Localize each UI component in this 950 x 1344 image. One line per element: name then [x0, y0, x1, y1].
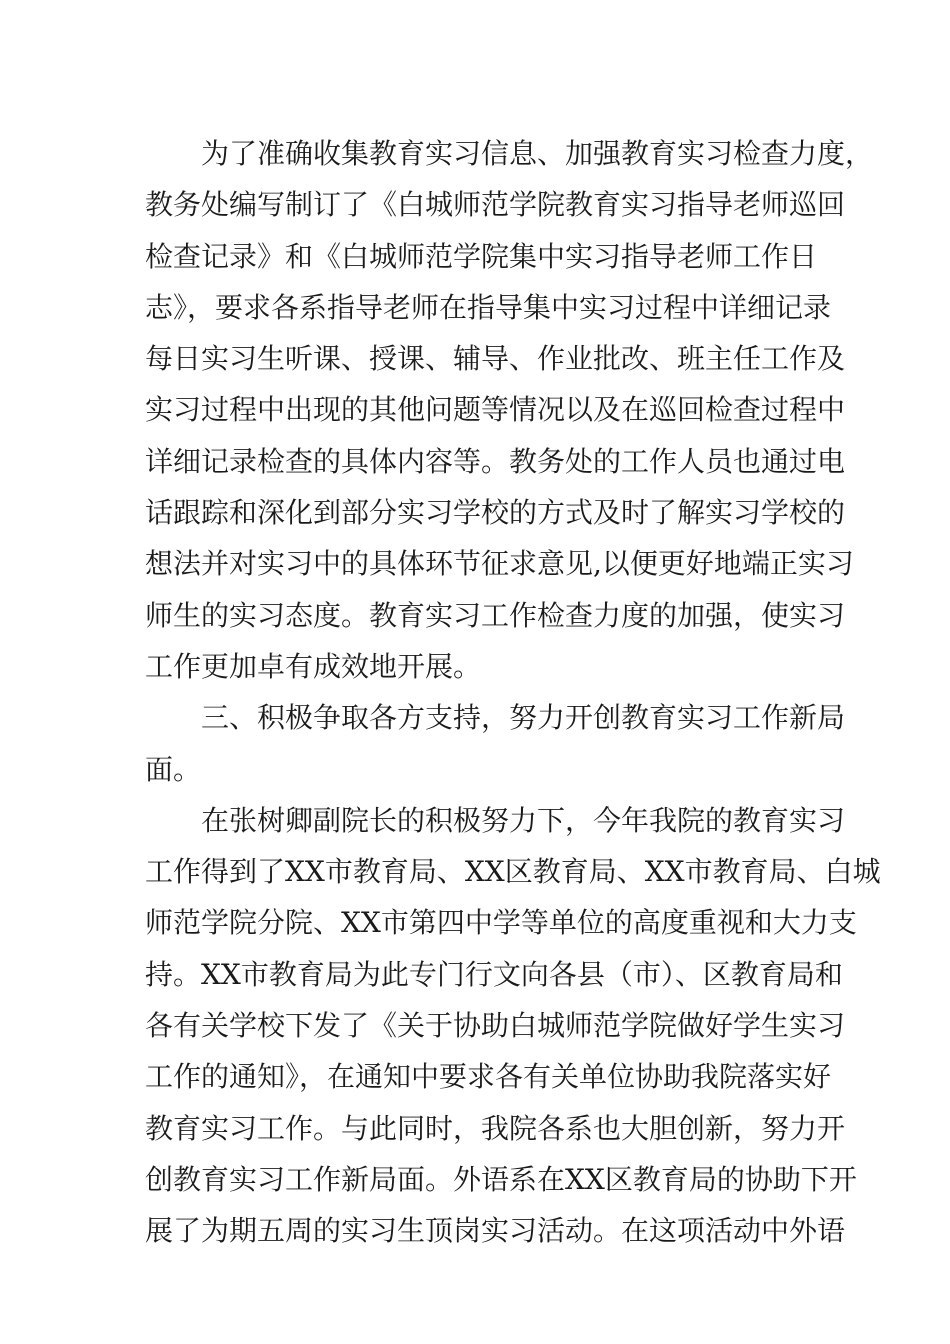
text-line: 志》，要求各系指导老师在指导集中实习过程中详细记录 — [145, 290, 832, 324]
text-line: 展了为期五周的实习生顶岗实习活动。在这项活动中外语 — [145, 1214, 846, 1248]
text-line: 师范学院分院、XX市第四中学等单位的高度重视和大力支 — [145, 906, 857, 940]
text-line: 创教育实习工作新局面。外语系在XX区教育局的协助下开 — [145, 1162, 857, 1196]
text-line: 三、积极争取各方支持，努力开创教育实习工作新局 — [201, 701, 846, 735]
text-line: 话跟踪和深化到部分实习学校的方式及时了解实习学校的 — [145, 496, 846, 530]
text-line: 详细记录检查的具体内容等。教务处的工作人员也通过电 — [145, 444, 846, 478]
body-text — [145, 128, 881, 1257]
text-line: 教育实习工作。与此同时，我院各系也大胆创新，努力开 — [145, 1111, 846, 1145]
text-line: 工作更加卓有成效地开展。 — [145, 649, 482, 683]
text-line: 教务处编写制订了《白城师范学院教育实习指导老师巡回 — [145, 188, 846, 222]
section-heading-three — [145, 692, 846, 795]
text-line: 面。 — [145, 752, 202, 786]
paragraph-practice-inspection — [145, 128, 874, 692]
paragraph-support — [145, 795, 881, 1257]
text-line: 为了准确收集教育实习信息、加强教育实习检查力度， — [201, 137, 874, 170]
text-line: 每日实习生听课、授课、辅导、作业批改、班主任工作及 — [145, 342, 846, 376]
text-line: 工作的通知》，在通知中要求各有关单位协助我院落实好 — [145, 1060, 832, 1094]
text-line: 师生的实习态度。教育实习工作检查力度的加强，使实习 — [145, 598, 846, 632]
text-line: 想法并对实习中的具体环节征求意见,以便更好地端正实习 — [145, 547, 854, 581]
text-line: 在张树卿副院长的积极努力下，今年我院的教育实习 — [201, 803, 846, 837]
text-line: 持。XX市教育局为此专门行文向各县（市）、区教育局和 — [145, 957, 843, 991]
text-line: 工作得到了XX市教育局、XX区教育局、XX市教育局、白城 — [145, 855, 881, 889]
text-line: 检查记录》和《白城师范学院集中实习指导老师工作日 — [145, 239, 818, 273]
text-line: 实习过程中出现的其他问题等情况以及在巡回检查过程中 — [145, 393, 846, 427]
text-line: 各有关学校下发了《关于协助白城师范学院做好学生实习 — [145, 1009, 846, 1043]
